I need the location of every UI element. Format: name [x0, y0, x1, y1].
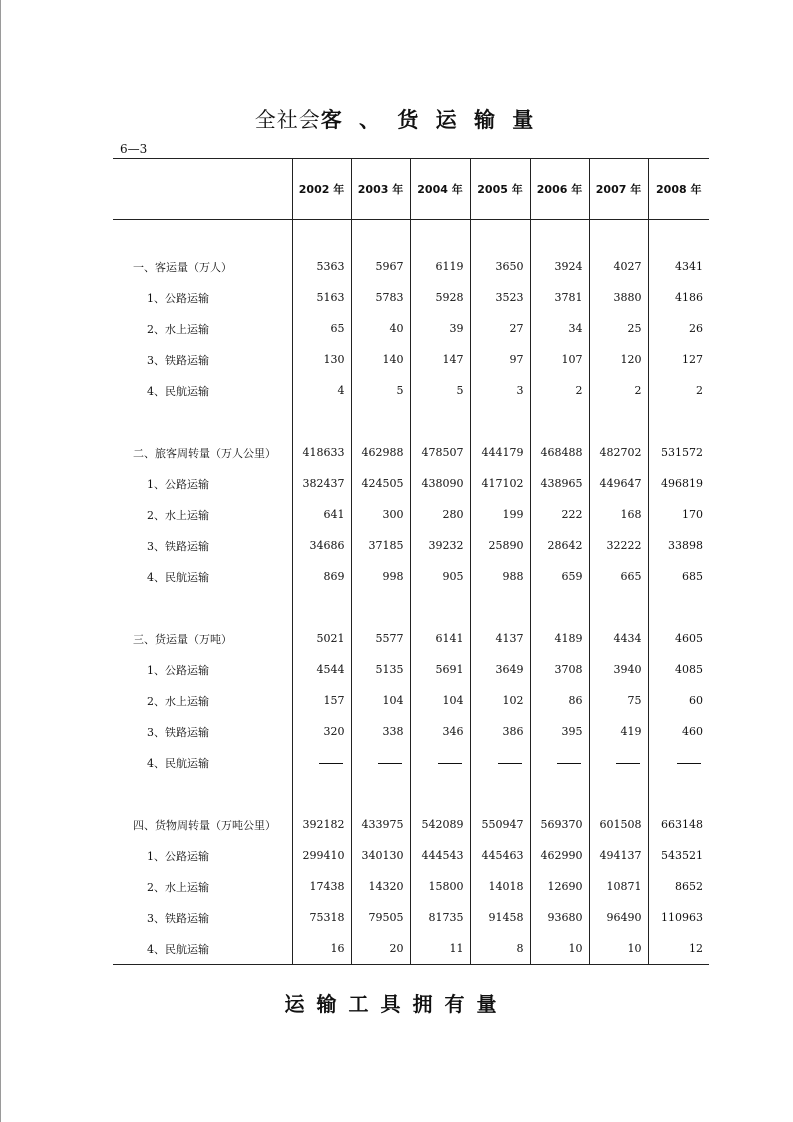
value-cell: 482702 — [589, 437, 648, 468]
value-cell: 104 — [410, 685, 470, 716]
value-cell: 4544 — [292, 654, 351, 685]
row-label: 四、货物周转量（万吨公里） — [133, 818, 276, 832]
spacer-row — [113, 406, 709, 437]
sub-row — [113, 313, 709, 344]
row-label: 2、水上运输 — [147, 322, 209, 336]
value-cell: 5 — [351, 375, 410, 406]
no-data-dash — [438, 763, 462, 764]
value-cell: 34 — [530, 313, 589, 344]
value-cell: 5135 — [351, 654, 410, 685]
spacer-cell — [648, 778, 709, 809]
value-cell: 300 — [351, 499, 410, 530]
value-cell: 2 — [589, 375, 648, 406]
value-cell: 998 — [351, 561, 410, 592]
no-data-dash — [498, 763, 522, 764]
year-header: 2007 年 — [589, 159, 648, 220]
header-row — [113, 159, 709, 220]
no-data-dash — [677, 763, 701, 764]
value-cell: 543521 — [648, 840, 709, 871]
value-cell: 444543 — [410, 840, 470, 871]
value-cell: 663148 — [648, 809, 709, 840]
value-cell: 8652 — [648, 871, 709, 902]
sub-row — [113, 871, 709, 902]
sub-row — [113, 902, 709, 933]
spacer-cell — [410, 406, 470, 437]
transport-volume-table — [113, 158, 709, 965]
value-cell: 15800 — [410, 871, 470, 902]
row-label: 3、铁路运输 — [147, 539, 209, 553]
value-cell: 5021 — [292, 623, 351, 654]
row-label: 1、公路运输 — [147, 849, 209, 863]
value-cell: 75318 — [292, 902, 351, 933]
value-cell: 222 — [530, 499, 589, 530]
row-label: 3、铁路运输 — [147, 911, 209, 925]
spacer-cell — [351, 592, 410, 623]
sub-row — [113, 530, 709, 561]
value-cell: 86 — [530, 685, 589, 716]
value-cell: 5163 — [292, 282, 351, 313]
spacer-cell — [292, 406, 351, 437]
value-cell: 170 — [648, 499, 709, 530]
value-cell: 28642 — [530, 530, 589, 561]
value-cell: 424505 — [351, 468, 410, 499]
value-cell: 462990 — [530, 840, 589, 871]
row-label: 一、客运量（万人） — [133, 260, 232, 274]
row-label: 4、民航运输 — [147, 570, 209, 584]
spacer-cell — [113, 778, 292, 809]
section-row — [113, 623, 709, 654]
value-cell: 433975 — [351, 809, 410, 840]
value-cell: 4434 — [589, 623, 648, 654]
value-cell: 34686 — [292, 530, 351, 561]
value-cell: 127 — [648, 344, 709, 375]
value-cell: 496819 — [648, 468, 709, 499]
spacer-cell — [113, 406, 292, 437]
spacer-row — [113, 778, 709, 809]
value-cell: 157 — [292, 685, 351, 716]
spacer-cell — [410, 778, 470, 809]
year-header: 2008 年 — [648, 159, 709, 220]
value-cell: 4341 — [648, 251, 709, 282]
row-label: 4、民航运输 — [113, 933, 292, 965]
spacer-cell — [648, 592, 709, 623]
spacer-cell — [648, 406, 709, 437]
section-row — [113, 251, 709, 282]
value-cell: 869 — [292, 561, 351, 592]
spacer-cell — [113, 592, 292, 623]
value-cell — [530, 747, 589, 778]
spacer-cell — [292, 592, 351, 623]
value-cell: 6141 — [410, 623, 470, 654]
value-cell: 97 — [470, 344, 530, 375]
header-blank — [113, 159, 292, 220]
value-cell: 60 — [648, 685, 709, 716]
value-cell: 33898 — [648, 530, 709, 561]
value-cell: 299410 — [292, 840, 351, 871]
value-cell: 11 — [410, 933, 470, 965]
value-cell: 40 — [351, 313, 410, 344]
value-cell: 468488 — [530, 437, 589, 468]
value-cell: 39 — [410, 313, 470, 344]
spacer-row — [113, 592, 709, 623]
value-cell: 8 — [470, 933, 530, 965]
spacer-cell — [470, 220, 530, 252]
value-cell: 199 — [470, 499, 530, 530]
spacer-cell — [530, 406, 589, 437]
value-cell: 478507 — [410, 437, 470, 468]
value-cell: 3880 — [589, 282, 648, 313]
value-cell: 6119 — [410, 251, 470, 282]
value-cell: 96490 — [589, 902, 648, 933]
value-cell: 5928 — [410, 282, 470, 313]
value-cell: 444179 — [470, 437, 530, 468]
value-cell: 81735 — [410, 902, 470, 933]
value-cell: 4189 — [530, 623, 589, 654]
value-cell: 641 — [292, 499, 351, 530]
row-label: 2、水上运输 — [147, 694, 209, 708]
value-cell: 338 — [351, 716, 410, 747]
spacer-cell — [470, 778, 530, 809]
year-header: 2003 年 — [351, 159, 410, 220]
no-data-dash — [616, 763, 640, 764]
value-cell: 550947 — [470, 809, 530, 840]
value-cell: 3940 — [589, 654, 648, 685]
spacer-cell — [648, 220, 709, 252]
value-cell: 168 — [589, 499, 648, 530]
section-row — [113, 809, 709, 840]
value-cell: 32222 — [589, 530, 648, 561]
value-cell: 107 — [530, 344, 589, 375]
spacer-cell — [589, 406, 648, 437]
value-cell: 16 — [292, 933, 351, 965]
value-cell: 340130 — [351, 840, 410, 871]
row-label: 1、公路运输 — [147, 663, 209, 677]
row-label: 3、铁路运输 — [147, 725, 209, 739]
value-cell: 25890 — [470, 530, 530, 561]
value-cell: 17438 — [292, 871, 351, 902]
value-cell: 130 — [292, 344, 351, 375]
row-label: 4、民航运输 — [147, 756, 209, 770]
spacer-cell — [470, 406, 530, 437]
value-cell: 147 — [410, 344, 470, 375]
value-cell — [470, 747, 530, 778]
sub-row — [113, 282, 709, 313]
spacer-cell — [589, 220, 648, 252]
value-cell: 2 — [648, 375, 709, 406]
spacer-cell — [292, 778, 351, 809]
year-header: 2004 年 — [410, 159, 470, 220]
value-cell: 4605 — [648, 623, 709, 654]
spacer-cell — [292, 220, 351, 252]
value-cell: 37185 — [351, 530, 410, 561]
value-cell: 417102 — [470, 468, 530, 499]
row-label: 二、旅客周转量（万人公里） — [133, 446, 276, 460]
no-data-dash — [319, 763, 343, 764]
table-body — [113, 220, 709, 965]
value-cell: 110963 — [648, 902, 709, 933]
value-cell: 39232 — [410, 530, 470, 561]
spacer-cell — [113, 220, 292, 252]
value-cell: 14018 — [470, 871, 530, 902]
value-cell: 3650 — [470, 251, 530, 282]
value-cell: 5691 — [410, 654, 470, 685]
value-cell: 445463 — [470, 840, 530, 871]
row-label: 3、铁路运输 — [147, 353, 209, 367]
value-cell: 5783 — [351, 282, 410, 313]
value-cell: 14320 — [351, 871, 410, 902]
value-cell: 27 — [470, 313, 530, 344]
spacer-cell — [410, 220, 470, 252]
value-cell: 3708 — [530, 654, 589, 685]
value-cell: 3 — [470, 375, 530, 406]
year-header: 2005 年 — [470, 159, 530, 220]
row-label: 2、水上运输 — [147, 508, 209, 522]
row-label: 2、水上运输 — [147, 880, 209, 894]
value-cell: 3649 — [470, 654, 530, 685]
row-label: 4、民航运输 — [147, 384, 209, 398]
value-cell — [410, 747, 470, 778]
value-cell: 438090 — [410, 468, 470, 499]
value-cell: 438965 — [530, 468, 589, 499]
sub-row — [113, 716, 709, 747]
value-cell: 91458 — [470, 902, 530, 933]
sub-row — [113, 468, 709, 499]
value-cell: 418633 — [292, 437, 351, 468]
no-data-dash — [378, 763, 402, 764]
value-cell: 280 — [410, 499, 470, 530]
value-cell — [648, 747, 709, 778]
value-cell: 449647 — [589, 468, 648, 499]
spacer-cell — [470, 592, 530, 623]
value-cell: 3523 — [470, 282, 530, 313]
value-cell: 905 — [410, 561, 470, 592]
sub-row — [113, 344, 709, 375]
value-cell: 93680 — [530, 902, 589, 933]
value-cell: 102 — [470, 685, 530, 716]
spacer-cell — [589, 778, 648, 809]
spacer-cell — [351, 220, 410, 252]
no-data-dash — [557, 763, 581, 764]
value-cell: 65 — [292, 313, 351, 344]
value-cell: 346 — [410, 716, 470, 747]
value-cell: 5 — [410, 375, 470, 406]
value-cell: 26 — [648, 313, 709, 344]
sub-row — [113, 654, 709, 685]
value-cell: 140 — [351, 344, 410, 375]
value-cell: 494137 — [589, 840, 648, 871]
table-number: 6—3 — [120, 142, 148, 156]
sub-row — [113, 840, 709, 871]
value-cell: 531572 — [648, 437, 709, 468]
page-title — [0, 104, 793, 134]
value-cell: 419 — [589, 716, 648, 747]
sub-row — [113, 375, 709, 406]
value-cell: 395 — [530, 716, 589, 747]
value-cell: 5363 — [292, 251, 351, 282]
sub-row — [113, 747, 709, 778]
year-header: 2002 年 — [292, 159, 351, 220]
value-cell: 542089 — [410, 809, 470, 840]
row-label: 1、公路运输 — [147, 477, 209, 491]
value-cell: 10 — [589, 933, 648, 965]
value-cell: 5577 — [351, 623, 410, 654]
value-cell: 382437 — [292, 468, 351, 499]
sub-row — [113, 685, 709, 716]
value-cell: 79505 — [351, 902, 410, 933]
section-row — [113, 437, 709, 468]
value-cell: 120 — [589, 344, 648, 375]
value-cell: 392182 — [292, 809, 351, 840]
sub-row — [113, 561, 709, 592]
value-cell: 988 — [470, 561, 530, 592]
value-cell: 685 — [648, 561, 709, 592]
sub-row — [113, 499, 709, 530]
spacer-cell — [530, 592, 589, 623]
value-cell: 20 — [351, 933, 410, 965]
value-cell: 10 — [530, 933, 589, 965]
spacer-row — [113, 220, 709, 252]
value-cell — [351, 747, 410, 778]
value-cell: 3924 — [530, 251, 589, 282]
spacer-cell — [530, 220, 589, 252]
spacer-cell — [351, 406, 410, 437]
value-cell: 4137 — [470, 623, 530, 654]
value-cell: 460 — [648, 716, 709, 747]
value-cell: 104 — [351, 685, 410, 716]
value-cell: 10871 — [589, 871, 648, 902]
spacer-cell — [530, 778, 589, 809]
title-regular: 全社会 — [254, 108, 321, 132]
value-cell: 12 — [648, 933, 709, 965]
value-cell: 25 — [589, 313, 648, 344]
page-edge — [0, 0, 1, 1122]
value-cell: 4085 — [648, 654, 709, 685]
value-cell — [589, 747, 648, 778]
spacer-cell — [589, 592, 648, 623]
value-cell: 569370 — [530, 809, 589, 840]
value-cell: 386 — [470, 716, 530, 747]
value-cell: 665 — [589, 561, 648, 592]
row-label: 1、公路运输 — [147, 291, 209, 305]
value-cell: 4 — [292, 375, 351, 406]
year-header: 2006 年 — [530, 159, 589, 220]
row-label: 三、货运量（万吨） — [133, 632, 232, 646]
value-cell: 12690 — [530, 871, 589, 902]
value-cell: 75 — [589, 685, 648, 716]
value-cell: 5967 — [351, 251, 410, 282]
value-cell: 4186 — [648, 282, 709, 313]
value-cell: 601508 — [589, 809, 648, 840]
value-cell — [292, 747, 351, 778]
value-cell: 462988 — [351, 437, 410, 468]
title-bold: 客 、 货 运 输 量 — [320, 107, 539, 132]
value-cell: 659 — [530, 561, 589, 592]
next-section-title: 运输工具拥有量 — [284, 992, 509, 1016]
spacer-cell — [351, 778, 410, 809]
sub-row — [113, 933, 709, 965]
spacer-cell — [410, 592, 470, 623]
value-cell: 320 — [292, 716, 351, 747]
value-cell: 2 — [530, 375, 589, 406]
value-cell: 4027 — [589, 251, 648, 282]
value-cell: 3781 — [530, 282, 589, 313]
